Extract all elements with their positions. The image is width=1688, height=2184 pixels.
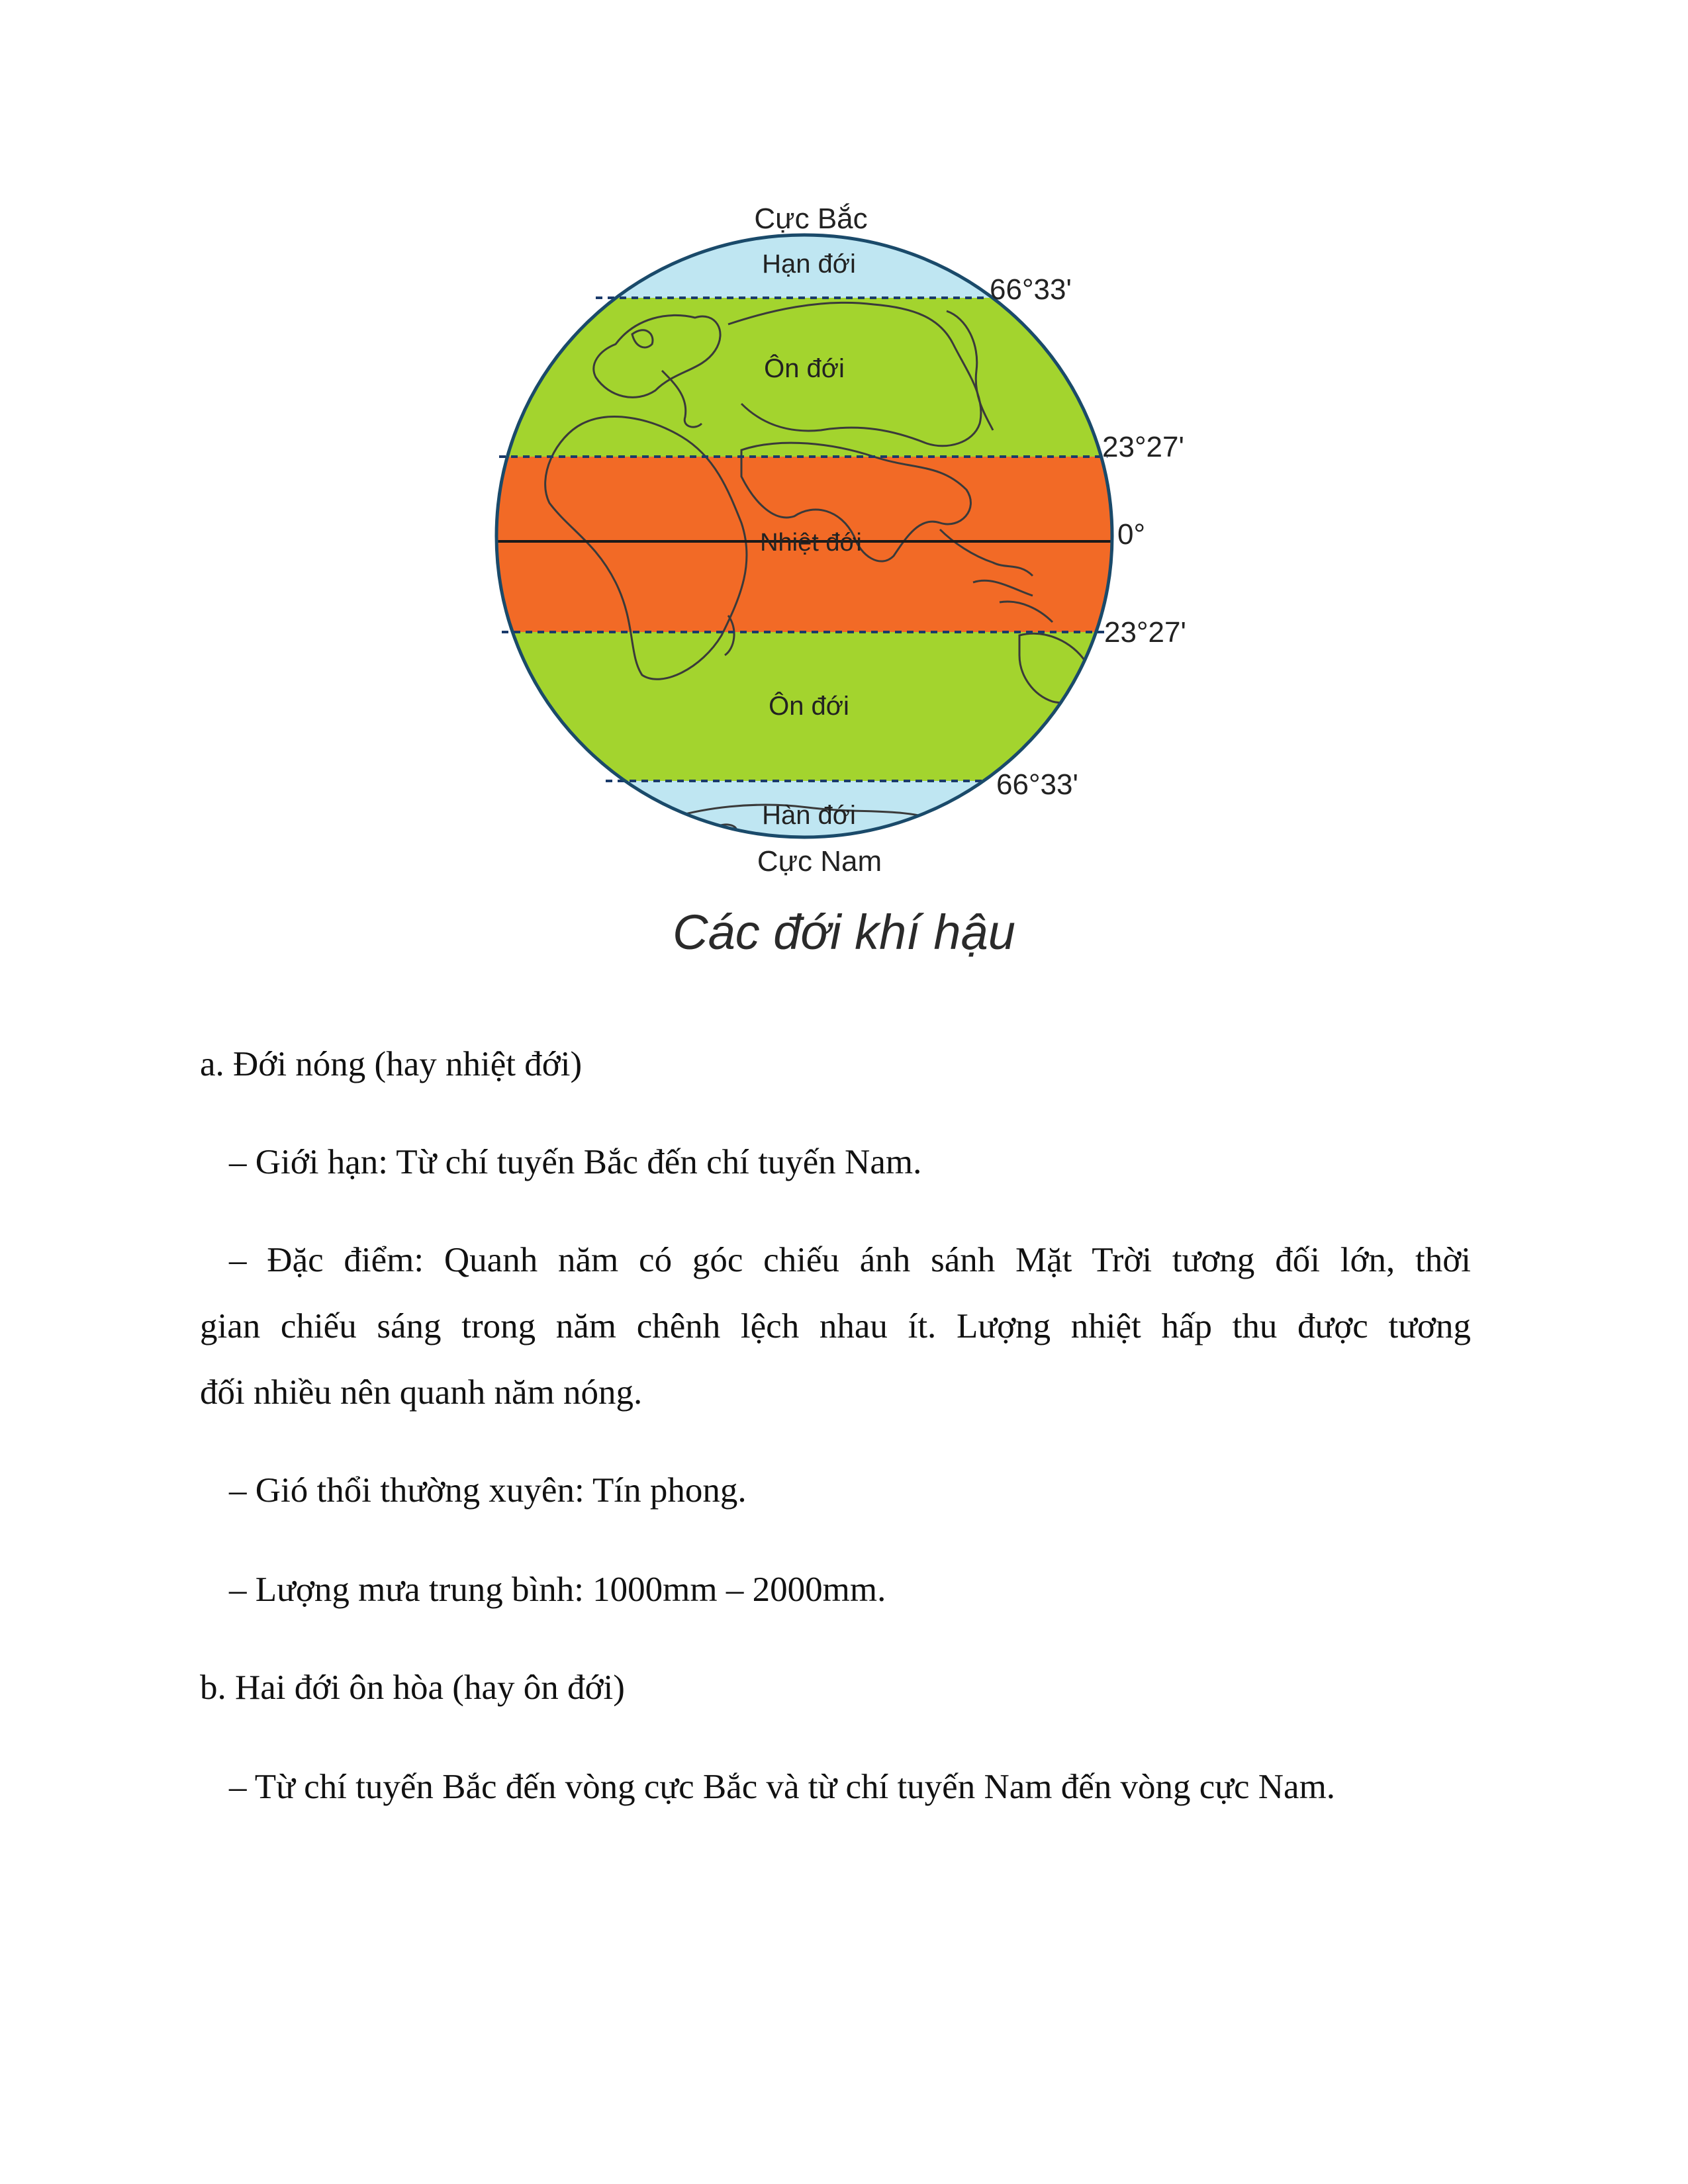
section-a-features-line2: gian chiếu sáng trong năm chênh lệch nhau ít. Lượng nhiệt hấp thu được tương: [200, 1307, 1471, 1345]
latitude-label-tropic-capricorn: 23°27': [1104, 616, 1186, 649]
section-b-heading: b. Hai đới ôn hòa (hay ôn đới): [200, 1668, 625, 1707]
zone-label-tropical: Nhiệt đới: [760, 529, 862, 557]
zone-label-temperate-south: Ôn đới: [769, 692, 849, 721]
section-a-features-line1: – Đặc điểm: Quanh năm có góc chiếu ánh sánh Mặt Trời tương đối lớn, thời: [229, 1241, 1471, 1279]
latitude-label-equator: 0°: [1117, 518, 1146, 551]
figure-caption: Các đới khí hậu: [673, 905, 1015, 960]
zone-label-polar-north: Hạn đới: [762, 250, 856, 279]
section-a-features-line3: đối nhiều nên quanh năm nóng.: [200, 1373, 643, 1412]
zone-label-polar-south: Hàn đới: [762, 801, 856, 830]
globe-diagram: [0, 0, 1688, 993]
latitude-label-tropic-cancer: 23°27': [1102, 431, 1184, 463]
south-pole-label: Cực Nam: [757, 845, 882, 878]
zone-label-temperate-north: Ôn đới: [764, 354, 845, 383]
climate-zones-figure: [0, 0, 1688, 993]
north-pole-label: Cực Bắc: [754, 203, 868, 235]
section-a-rain: – Lượng mưa trung bình: 1000mm – 2000mm.: [229, 1570, 886, 1609]
section-a-heading: a. Đới nóng (hay nhiệt đới): [200, 1045, 583, 1083]
latitude-label-arctic: 66°33': [990, 273, 1072, 306]
section-a-wind: – Gió thổi thường xuyên: Tín phong.: [229, 1471, 747, 1510]
latitude-label-antarctic: 66°33': [996, 768, 1078, 801]
section-b-limit: – Từ chí tuyến Bắc đến vòng cực Bắc và từ chí tuyến Nam đến vòng cực Nam.: [229, 1768, 1336, 1806]
section-a-limit: – Giới hạn: Từ chí tuyến Bắc đến chí tuyến Nam.: [229, 1143, 922, 1181]
